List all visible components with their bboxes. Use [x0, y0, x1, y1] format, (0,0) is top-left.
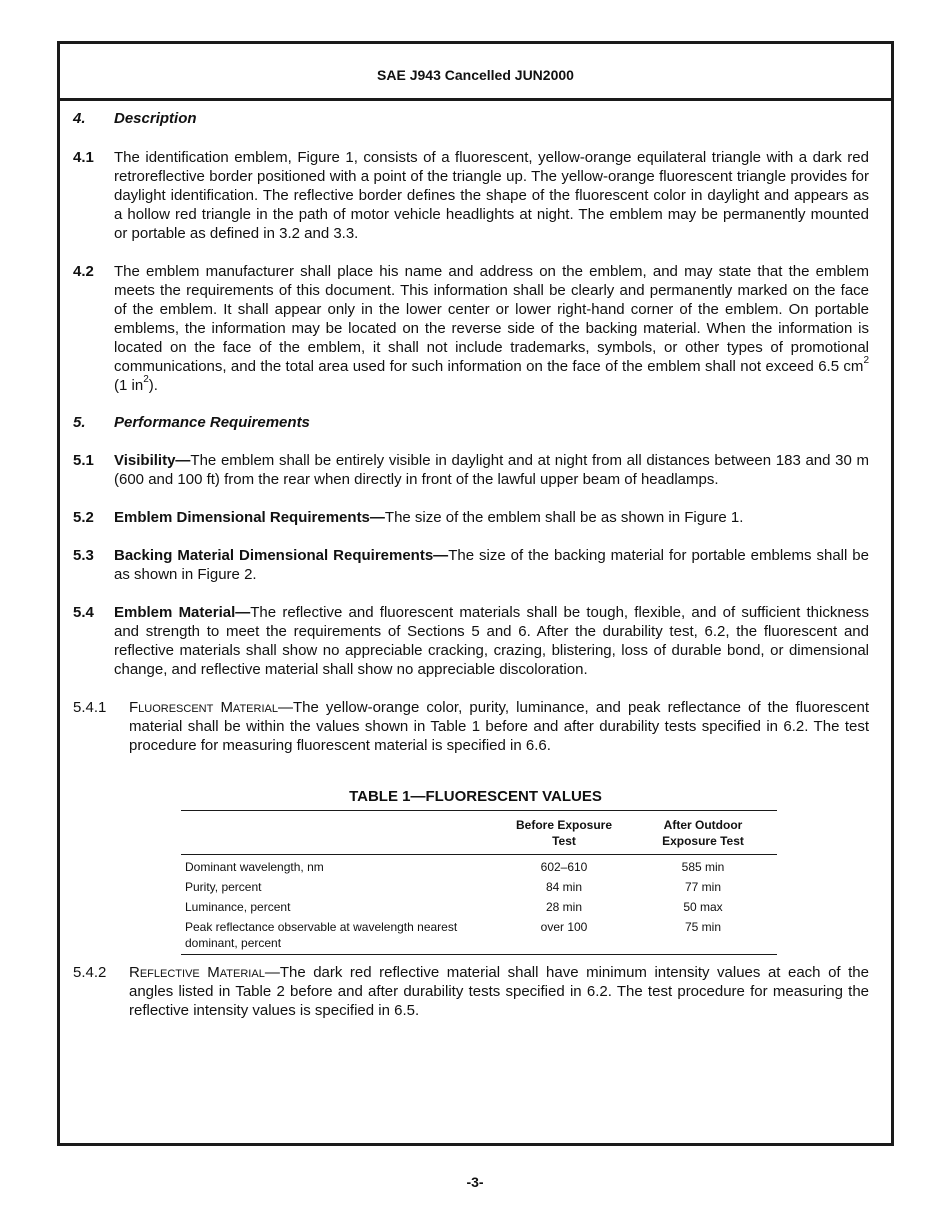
superscript: 2: [863, 355, 869, 366]
section-text: [114, 451, 869, 489]
section-text-main: —The dark red reflective material shall have minimum intensity values at each of the angles listed in Table 2 before and after durability tests specified in 6.2. The test procedure for measuring the reflective intensity values is specified in 6.5.: [129, 964, 869, 1019]
section-heading: Performance Requirements: [114, 414, 310, 431]
section-number: 5.: [73, 414, 86, 431]
section-text-main: The emblem shall be entirely visible in daylight and at night from all distances between 183 and 30 m (600 and 100 ft) from the rear when directly in front of the lawful upper beam of headlamps.: [114, 452, 869, 488]
table-header-before: [499, 811, 629, 855]
section-text-main: —The yellow-orange color, purity, luminance, and peak reflectance of the fluorescent material shall be within the values shown in Table 1 before and after durability tests specified in 6.2. The test procedure for measuring fluorescent material is specified in 6.6.: [129, 699, 869, 754]
section-number: 5.4.2: [73, 964, 107, 981]
section-lead: Reflective Material: [129, 964, 265, 981]
row-label: Luminance, percent: [185, 900, 291, 914]
section-number: 5.2: [73, 509, 94, 526]
section-text-mid: (1 in: [114, 377, 144, 394]
section-text: [129, 963, 869, 1020]
table-header-blank: [181, 811, 499, 855]
section-number: 5.1: [73, 452, 94, 469]
row-after: 585 min: [681, 860, 725, 874]
row-after: 50 max: [683, 900, 723, 914]
section-text: [129, 698, 869, 755]
section-text: [114, 546, 869, 584]
section-heading: Description: [114, 110, 197, 127]
header-line: Before Exposure: [515, 818, 613, 832]
section-text-main: The size of the emblem shall be as shown in Figure 1.: [384, 509, 744, 526]
table-row: [181, 877, 777, 897]
header-line: Exposure Test: [662, 834, 744, 848]
section-number: 5.3: [73, 547, 94, 564]
row-after: 75 min: [629, 917, 777, 955]
table-header-after: [629, 811, 777, 855]
section-number: 4.2: [73, 263, 94, 280]
row-label: Dominant wavelength, nm: [185, 860, 324, 874]
header-line: After Outdoor: [663, 818, 743, 832]
section-lead: Visibility—: [114, 452, 191, 469]
section-lead: Fluorescent Material: [129, 699, 278, 716]
row-before: 602–610: [540, 860, 588, 874]
section-number: 5.4: [73, 604, 94, 621]
table-row: [181, 897, 777, 917]
document-header: [60, 44, 891, 101]
row-before: 28 min: [545, 900, 583, 914]
row-label: Peak reflectance observable at wavelength nearest dominant, percent: [181, 917, 499, 955]
row-before: over 100: [499, 917, 629, 955]
table-1-title: TABLE 1—FLUORESCENT VALUES: [349, 788, 602, 805]
superscript: 2: [143, 374, 149, 385]
row-label: Purity, percent: [185, 880, 262, 894]
page-frame: [57, 41, 894, 1146]
section-number: 4.: [73, 110, 86, 127]
section-text: [114, 603, 869, 679]
table-header-row: [181, 811, 777, 855]
section-text-end: ).: [148, 377, 158, 394]
table-row: [181, 855, 777, 878]
header-title: SAE J943 Cancelled JUN2000: [377, 67, 574, 83]
section-number: 4.1: [73, 149, 94, 166]
section-text: The identification emblem, Figure 1, consists of a fluorescent, yellow-orange equilateral triangle with a dark red retroreflective border positioned with a point of the triangle up. The yellow-orange fluorescent triangle provides for daylight identification. The reflective border defines the shape of the fluorescent color in daylight and appears as a hollow red triangle in the path of motor vehicle headlights at night. The emblem may be permanently mounted or portable as defined in 3.2 and 3.3.: [114, 149, 869, 242]
header-line: Test: [552, 834, 576, 848]
table-row: [181, 917, 777, 955]
page-number: -3-: [466, 1174, 484, 1190]
section-lead: Backing Material Dimensional Requirements—: [114, 547, 449, 564]
section-text-main: The size of the backing material for portable emblems shall be as shown in Figure 2.: [114, 547, 869, 583]
table-1: [181, 810, 777, 955]
section-text: [114, 262, 869, 395]
section-lead: Emblem Dimensional Requirements—: [114, 509, 385, 526]
section-text-main: The reflective and fluorescent materials shall be tough, flexible, and of sufficient thickness and strength to meet the requirements of Sections 5 and 6. After the durability test, 6.2, the fluorescent and reflective materials shall show no appreciable cracking, crazing, blistering, loss of durable bond, or dimensional change, and reflective material shall show no appreciable discoloration.: [114, 604, 869, 678]
section-lead: Emblem Material—: [114, 604, 251, 621]
section-number: 5.4.1: [73, 699, 107, 716]
section-text-main: The emblem manufacturer shall place his name and address on the emblem, and may state that the emblem meets the requirements of this document. This information shall be clearly and permanently marked on the face of the emblem. It shall appear only in the lower center or lower right-hand corner of the emblem. On portable emblems, the information may be located on the reverse side of the backing material. When the information is located on the face of the emblem, it shall not include trademarks, symbols, or other types of promotional communications, and the total area used for such information on the face of the emblem shall not exceed 6.5 cm: [114, 263, 869, 375]
section-text: [114, 508, 869, 527]
row-before: 84 min: [545, 880, 583, 894]
row-after: 77 min: [684, 880, 722, 894]
